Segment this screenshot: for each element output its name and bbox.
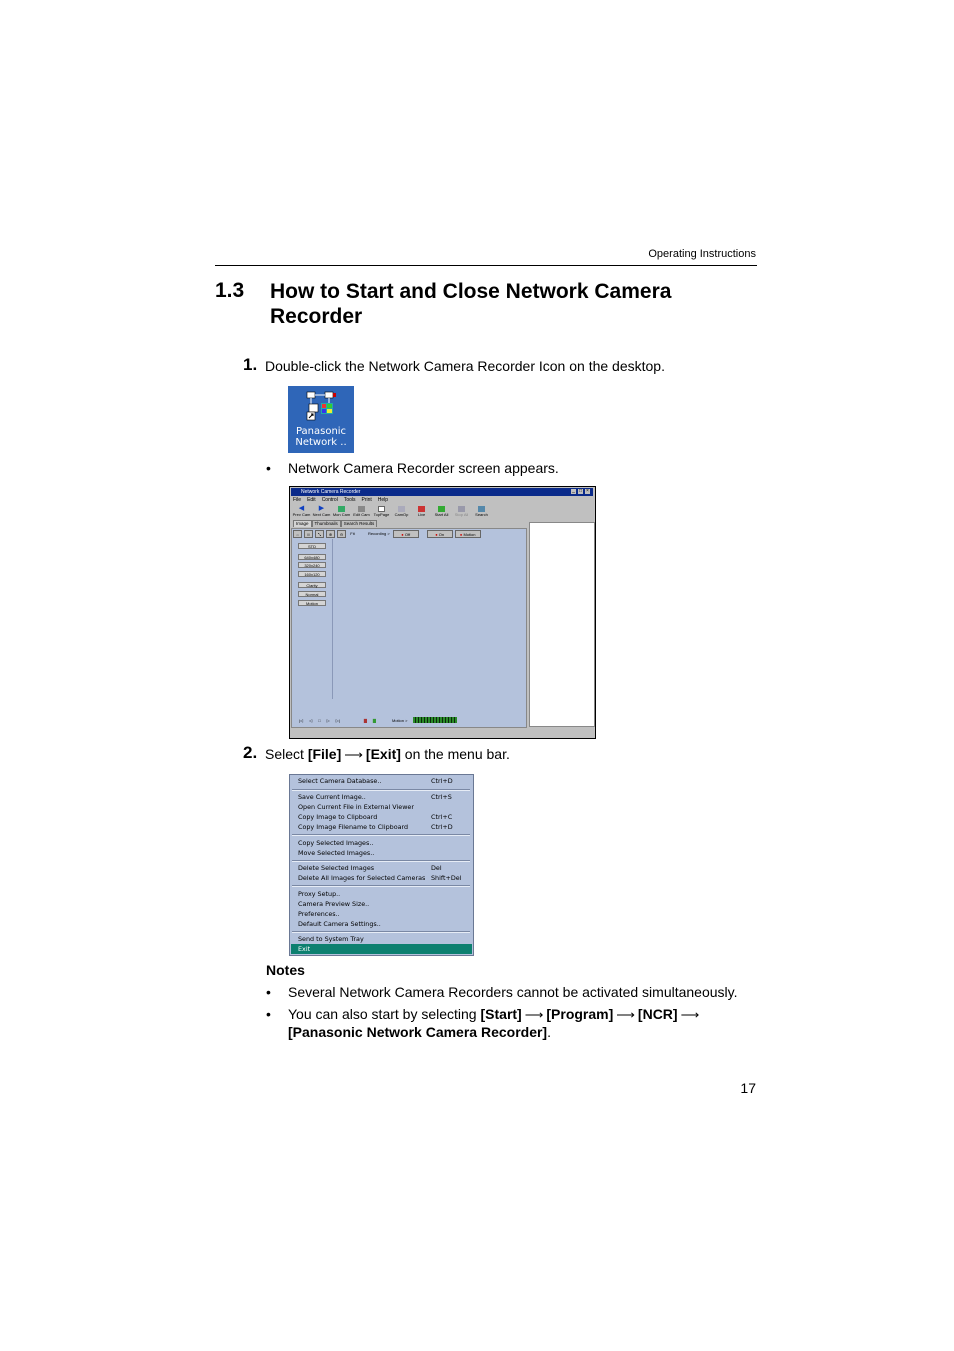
menu-item-copy-selected[interactable]: Copy Selected Images.. bbox=[298, 839, 374, 847]
motion-level-meter bbox=[413, 717, 457, 723]
camera-red-icon[interactable]: ▇ bbox=[363, 717, 367, 723]
recording-label: Recording > bbox=[368, 531, 390, 536]
tab-image[interactable]: Image bbox=[293, 520, 312, 527]
prev-cam-button[interactable]: ◀ Prev Cam bbox=[292, 505, 311, 517]
image-controls bbox=[293, 530, 481, 538]
mon-cam-button[interactable]: Mon Cam bbox=[332, 505, 351, 519]
running-header: Operating Instructions bbox=[648, 248, 756, 260]
pause-button[interactable]: II bbox=[304, 530, 313, 538]
last-frame-icon[interactable]: ▷| bbox=[335, 717, 340, 723]
menu-item-save-current-image[interactable]: Save Current Image.. Ctrl+S bbox=[298, 793, 452, 801]
app-window-screenshot bbox=[289, 486, 596, 739]
recording-motion-button[interactable]: ● Motion bbox=[455, 530, 481, 538]
record-dot-icon: ● bbox=[401, 532, 404, 537]
size-std-button[interactable]: STD bbox=[298, 543, 326, 549]
start-all-button[interactable]: Start All bbox=[432, 505, 451, 519]
file-menu-ref: [File] bbox=[307, 746, 342, 762]
menu-item-move-selected[interactable]: Move Selected Images.. bbox=[298, 849, 375, 857]
clarity-button[interactable]: Clarity bbox=[298, 582, 326, 588]
size-button-column bbox=[292, 539, 333, 699]
menu-control[interactable]: Control bbox=[321, 497, 338, 503]
menu-item-delete-selected[interactable]: Delete Selected Images Del bbox=[298, 864, 442, 872]
menu-item-copy-filename[interactable]: Copy Image Filename to Clipboard Ctrl+D bbox=[298, 823, 453, 831]
note-1: Several Network Camera Recorders cannot be activated simultaneously. bbox=[288, 984, 738, 1000]
menu-item-send-to-tray[interactable]: Send to System Tray bbox=[298, 935, 364, 943]
camera-list-pane bbox=[529, 522, 595, 727]
menu-item-proxy-setup[interactable]: Proxy Setup.. bbox=[298, 890, 341, 898]
arrow-right-icon: ▶ bbox=[318, 505, 325, 512]
step-2-number: 2. bbox=[243, 743, 258, 762]
section-number: 1.3 bbox=[215, 279, 245, 302]
prev-frame-icon[interactable]: ◁ bbox=[309, 717, 313, 723]
menu-separator bbox=[292, 834, 470, 836]
full-view-button[interactable]: ⇔ bbox=[293, 530, 302, 538]
arrow-left-icon: ◀ bbox=[298, 505, 305, 512]
menu-item-preferences[interactable]: Preferences.. bbox=[298, 910, 340, 918]
note-2: You can also start by selecting [Start] ⟶ [Program] ⟶ [NCR] ⟶ bbox=[288, 1006, 700, 1022]
record-dot-icon: ● bbox=[435, 532, 438, 537]
search-button[interactable]: Search bbox=[472, 505, 491, 519]
window-title: Network Camera Recorder bbox=[291, 488, 593, 496]
crop-button[interactable]: ⤡ bbox=[315, 530, 324, 538]
playback-bar bbox=[291, 715, 525, 725]
normal-button[interactable]: Normal bbox=[298, 591, 326, 597]
first-frame-icon[interactable]: |◁ bbox=[299, 717, 304, 723]
menu-item-exit[interactable]: Exit bbox=[291, 944, 472, 954]
menu-bar bbox=[293, 497, 388, 504]
menu-item-open-external-viewer[interactable]: Open Current File in External Viewer bbox=[298, 803, 414, 811]
tab-search-results[interactable]: Search Results bbox=[341, 520, 378, 527]
page-number: 17 bbox=[740, 1080, 756, 1096]
step-1-result: Network Camera Recorder screen appears. bbox=[288, 460, 559, 476]
motion-button[interactable]: Motion bbox=[298, 600, 326, 606]
size-320-button[interactable]: 320x240 bbox=[298, 562, 326, 568]
zoom-in-icon[interactable]: ⊕ bbox=[326, 530, 335, 538]
top-page-button[interactable]: TopPage bbox=[372, 505, 391, 519]
bullet-marker: • bbox=[266, 984, 271, 1000]
toolbar bbox=[292, 505, 592, 519]
edit-cam-button[interactable]: Edit Cam bbox=[352, 505, 371, 519]
bullet-marker: • bbox=[266, 1006, 271, 1022]
step-2-text: Select [File] ⟶ [Exit] on the menu bar. bbox=[265, 746, 510, 762]
section-title: How to Start and Close Network Camera Recorder bbox=[270, 280, 672, 328]
file-menu-screenshot bbox=[289, 774, 474, 956]
live-button[interactable]: Live bbox=[412, 505, 431, 519]
exit-menu-ref: [Exit] bbox=[365, 746, 401, 762]
step-1-text: Double-click the Network Camera Recorder Icon on the desktop. bbox=[265, 358, 665, 374]
close-button[interactable]: × bbox=[586, 488, 589, 494]
stop-all-button[interactable]: Stop All bbox=[452, 505, 471, 519]
menu-edit[interactable]: Edit bbox=[307, 497, 316, 503]
arrow-right-icon: ⟶ bbox=[680, 1007, 700, 1022]
recording-on-button[interactable]: ● On bbox=[427, 530, 453, 538]
note-2-continued: [Panasonic Network Camera Recorder]. bbox=[288, 1024, 551, 1040]
tab-thumbnails[interactable]: Thumbnails bbox=[312, 520, 341, 527]
size-640-button[interactable]: 640x480 bbox=[298, 554, 326, 560]
arrow-right-icon: ⟶ bbox=[616, 1007, 635, 1022]
fit-label: Fit bbox=[350, 531, 355, 536]
view-tabs bbox=[293, 520, 377, 527]
recording-off-button[interactable]: ● Off bbox=[393, 530, 419, 538]
motion-status-label: Motion > bbox=[391, 717, 408, 723]
menu-item-camera-preview-size[interactable]: Camera Preview Size.. bbox=[298, 900, 370, 908]
bullet-marker: • bbox=[266, 460, 271, 476]
menu-separator bbox=[292, 789, 470, 791]
stop-playback-icon[interactable]: □ bbox=[318, 717, 321, 723]
desktop-icon-label-line1: Panasonic bbox=[295, 426, 347, 437]
arrow-right-icon: ⟶ bbox=[524, 1007, 544, 1022]
menu-item-copy-image[interactable]: Copy Image to Clipboard Ctrl+C bbox=[298, 813, 453, 821]
menu-help[interactable]: Help bbox=[377, 497, 389, 503]
header-rule bbox=[215, 265, 757, 266]
menu-print[interactable]: Print bbox=[361, 497, 372, 503]
menu-file[interactable]: File bbox=[293, 497, 302, 503]
menu-separator bbox=[292, 931, 470, 933]
camera-green-icon[interactable]: ▇ bbox=[372, 717, 376, 723]
notes-heading: Notes bbox=[266, 962, 305, 978]
camera-network-icon bbox=[305, 391, 337, 421]
maximize-button[interactable]: □ bbox=[578, 488, 583, 494]
menu-tools[interactable]: Tools bbox=[343, 497, 356, 503]
cam-op-button[interactable]: CamOp bbox=[392, 505, 411, 519]
menu-item-delete-all[interactable]: Delete All Images for Selected Cameras Shift+Del bbox=[298, 874, 462, 882]
step-1-number: 1. bbox=[243, 355, 258, 374]
desktop-icon-label-line2: Network .. bbox=[295, 437, 347, 448]
menu-separator bbox=[292, 885, 470, 887]
menu-item-default-camera-settings[interactable]: Default Camera Settings.. bbox=[298, 920, 381, 928]
record-dot-icon: ● bbox=[459, 532, 463, 537]
minimize-button[interactable]: _ bbox=[572, 488, 575, 494]
menu-separator bbox=[292, 860, 470, 862]
zoom-out-icon[interactable]: ⊖ bbox=[337, 530, 346, 538]
arrow-right-icon: ⟶ bbox=[344, 747, 363, 762]
size-160-button[interactable]: 160x120 bbox=[298, 571, 326, 577]
menu-item-select-camera-database[interactable]: Select Camera Database.. Ctrl+D bbox=[298, 777, 453, 785]
play-icon[interactable]: ▷ bbox=[326, 717, 330, 723]
next-cam-button[interactable]: ▶ Next Cam bbox=[312, 505, 331, 517]
network-camera-recorder-desktop-icon[interactable] bbox=[288, 386, 354, 453]
